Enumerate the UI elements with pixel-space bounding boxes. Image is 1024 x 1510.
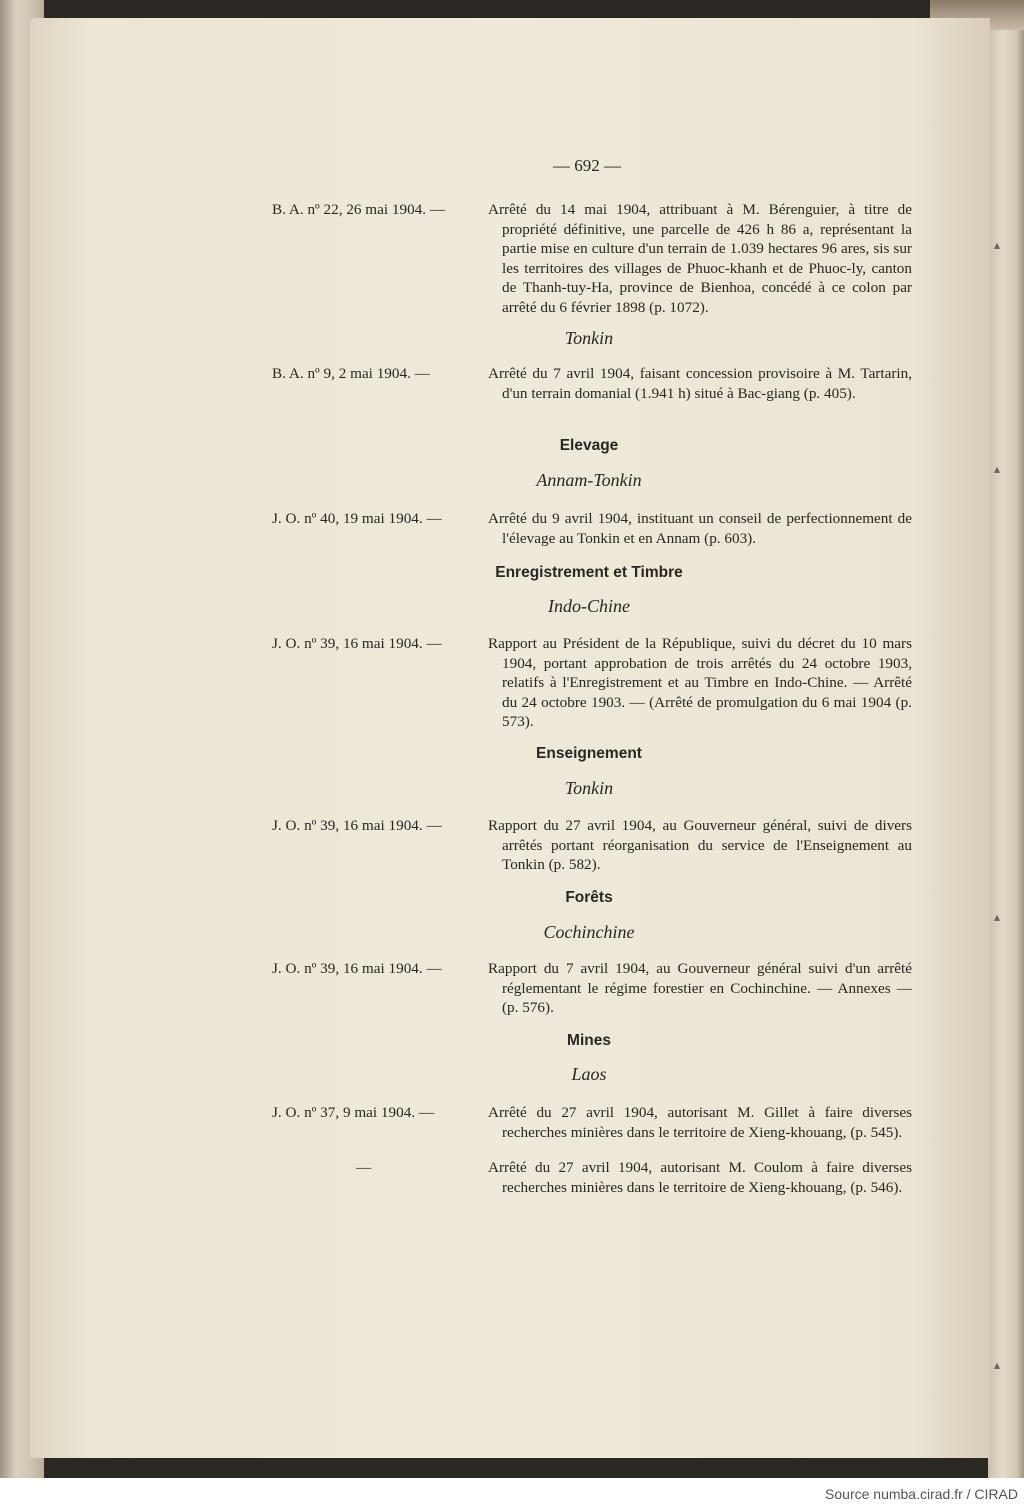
subheading-cochinchine: Cochinchine	[543, 922, 635, 942]
entry-jo-37-coulom	[272, 1158, 912, 1197]
entry-text: Arrêté du 7 avril 1904, faisant concession provisoire à M. Tartarin, d'un terrain domanial (1.941 h) situé à Bac-giang (p. 405).	[488, 365, 912, 402]
source-credit: Source numba.cirad.fr / CIRAD	[825, 1486, 1018, 1502]
heading-mines: Mines	[567, 1032, 611, 1049]
page-number: — 692 —	[553, 156, 621, 175]
entry-text: Rapport du 7 avril 1904, au Gouverneur général suivi d'un arrêté réglementant le régime forestier en Cochinchine. — Annexes — (p. 576).	[488, 960, 912, 1017]
margin-mark: ▴	[994, 462, 1001, 476]
margin-mark: ▴	[994, 238, 1001, 252]
margin-mark: ▴	[994, 1358, 1001, 1372]
subheading-annam-tonkin: Annam-Tonkin	[536, 470, 642, 490]
subheading-indo-chine: Indo-Chine	[548, 596, 630, 616]
heading-forets: Forêts	[565, 889, 613, 906]
entry-jo-40	[272, 509, 912, 548]
entry-text: Arrêté du 14 mai 1904, attribuant à M. Bérenguier, à titre de propriété définitive, une parcelle de 426 h 86 a, représentant la partie mise en culture d'un terrain de 1.039 hectares 96 ares, sis sur les territoires des villages de Phuoc-khanh et de Phuoc-ly, canton de Thanh-tuy-Ha, province de Bienhoa, concédé à ce colon par arrêté du 6 février 1898 (p. 1072).	[488, 201, 912, 316]
entry-reference: B. A. nº 9, 2 mai 1904. —	[272, 365, 430, 382]
subheading-laos: Laos	[571, 1064, 607, 1084]
heading-elevage: Elevage	[559, 437, 619, 454]
entry-reference-ditto: —	[356, 1159, 372, 1176]
entry-text: Arrêté du 9 avril 1904, instituant un conseil de perfectionnement de l'élevage au Tonkin et en Annam (p. 603).	[488, 510, 912, 547]
subheading-tonkin: Tonkin	[564, 328, 614, 348]
entry-text: Rapport au Président de la République, suivi du décret du 10 mars 1904, portant approbation de trois arrêtés du 24 octobre 1903, relatifs à l'Enregistrement et au Timbre en Indo-Chine. — Arrêté du 24 octobre 1903. — (Arrêté de promulgation du 6 mai 1904 (p. 573).	[488, 635, 912, 731]
subheading-tonkin-enseignement: Tonkin	[564, 778, 614, 798]
margin-mark: ▴	[994, 910, 1001, 924]
entry-reference: J. O. nº 37, 9 mai 1904. —	[272, 1104, 435, 1121]
heading-enregistrement-timbre: Enregistrement et Timbre	[495, 564, 683, 581]
entry-reference: J. O. nº 39, 16 mai 1904. —	[272, 960, 442, 977]
entry-reference: J. O. nº 39, 16 mai 1904. —	[272, 635, 442, 652]
entry-jo-39-forets	[272, 959, 912, 1018]
entry-text: Rapport du 27 avril 1904, au Gouverneur général, suivi de divers arrêtés portant réorganisation du service de l'Enseignement au Tonkin (p. 582).	[488, 817, 912, 874]
entry-reference: B. A. nº 22, 26 mai 1904. —	[272, 201, 446, 218]
entry-jo-39-enseignement	[272, 816, 912, 875]
entry-text: Arrêté du 27 avril 1904, autorisant M. Gillet à faire diverses recherches minières dans le territoire de Xieng-khouang, (p. 545).	[488, 1104, 912, 1141]
entry-text: Arrêté du 27 avril 1904, autorisant M. Coulom à faire diverses recherches minières dans le territoire de Xieng-khouang, (p. 546).	[488, 1159, 912, 1196]
heading-enseignement: Enseignement	[536, 745, 642, 762]
entry-reference: J. O. nº 39, 16 mai 1904. —	[272, 817, 442, 834]
entry-ba-22	[272, 200, 912, 318]
entry-jo-39-enregistrement	[272, 634, 912, 732]
entry-reference: J. O. nº 40, 19 mai 1904. —	[272, 510, 442, 527]
entry-ba-9	[272, 364, 912, 403]
entry-jo-37-gillet	[272, 1103, 912, 1142]
